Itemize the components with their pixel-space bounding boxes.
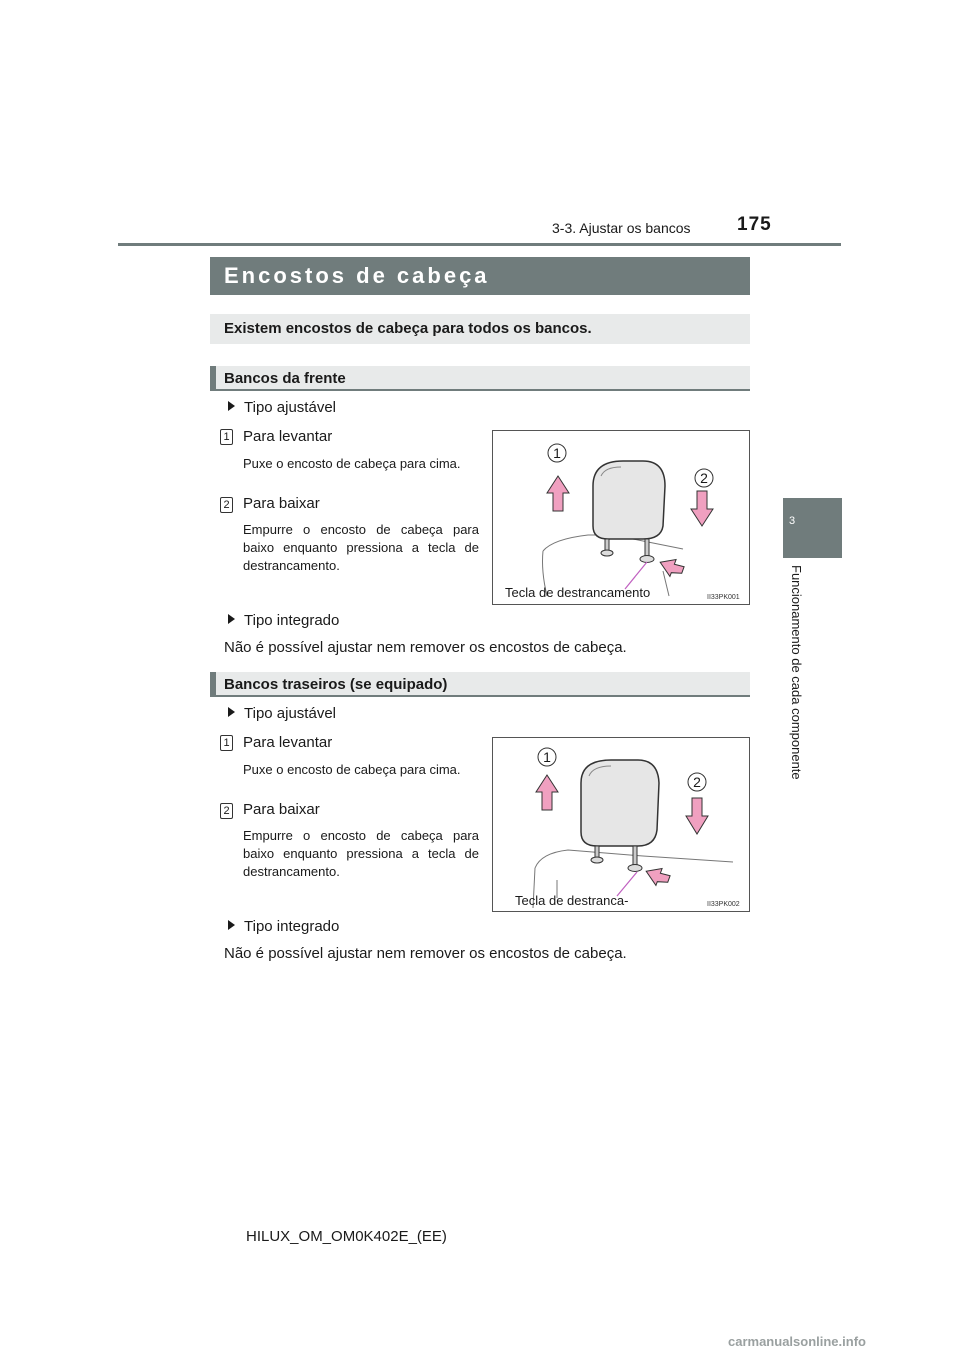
step-body-raise: Puxe o encosto de cabeça para cima. [243,456,461,471]
headrest-illustration [493,431,749,604]
figure-caption: Tecla de destrancamento [505,585,651,600]
step-badge-2: 2 [220,497,233,513]
integrated-text-rear: Não é possível ajustar nem remover os encostos de cabeça. [224,945,627,962]
down-arrow-icon [691,491,713,526]
push-arrow-icon [643,864,672,889]
bullet-triangle-icon [228,707,235,717]
bullet-label: Tipo ajustável [244,705,336,722]
header-divider [118,243,841,246]
step-badge-2: 2 [220,803,233,819]
figure-code: II33PK001 [707,594,740,601]
bullet-triangle-icon [228,920,235,930]
step-body-raise: Puxe o encosto de cabeça para cima. [243,762,461,777]
step-body-lower: Empurre o encosto de cabeça para baixo enquanto pressiona a tecla de destrancamento. [243,828,479,879]
figure-callout-1: 1 [553,445,561,461]
headrest-figure-rear [492,737,750,912]
bullet-adjustable-rear [228,705,336,722]
headrest-illustration [493,738,749,911]
figure-code: II33PK002 [707,901,740,908]
integrated-text-front: Não é possível ajustar nem remover os encostos de cabeça. [224,639,627,656]
step-title-lower: Para baixar [243,801,320,818]
bullet-label: Tipo integrado [244,918,340,935]
step-badge-1: 1 [220,735,233,751]
page-number: 175 [737,214,772,235]
header-section-title: 3-3. Ajustar os bancos [552,220,691,236]
section-heading-front: Bancos da frente [210,366,750,391]
bullet-triangle-icon [228,614,235,624]
step-title-lower: Para baixar [243,495,320,512]
bullet-triangle-icon [228,401,235,411]
chapter-tab [783,498,842,558]
chapter-side-label: Funcionamento de cada componente [789,565,804,780]
section-heading-rear: Bancos traseiros (se equipado) [210,672,750,697]
figure-callout-1: 1 [543,749,551,765]
up-arrow-icon [547,476,569,511]
intro-text: Existem encostos de cabeça para todos os bancos. [210,314,750,344]
watermark: carmanualsonline.info [728,1334,866,1349]
bullet-label: Tipo integrado [244,612,340,629]
push-arrow-icon [657,555,686,580]
step-badge-1: 1 [220,429,233,445]
step-title-raise: Para levantar [243,428,333,445]
bullet-integrated-rear [228,918,339,935]
step-body-lower: Empurre o encosto de cabeça para baixo enquanto pressiona a tecla de destrancamento. [243,522,479,573]
chapter-tab-number: 3 [788,515,796,527]
bullet-adjustable-front [228,399,336,416]
figure-callout-2: 2 [700,470,708,486]
page-title: Encostos de cabeça [210,257,750,295]
down-arrow-icon [686,798,708,834]
step-title-raise: Para levantar [243,734,333,751]
figure-callout-2: 2 [693,774,701,790]
bullet-label: Tipo ajustável [244,399,336,416]
headrest-figure-front [492,430,750,605]
bullet-integrated-front [228,612,339,629]
document-code-footer: HILUX_OM_OM0K402E_(EE) [246,1228,447,1245]
figure-caption: Tecla de destranca- [515,893,629,908]
up-arrow-icon [536,775,558,810]
